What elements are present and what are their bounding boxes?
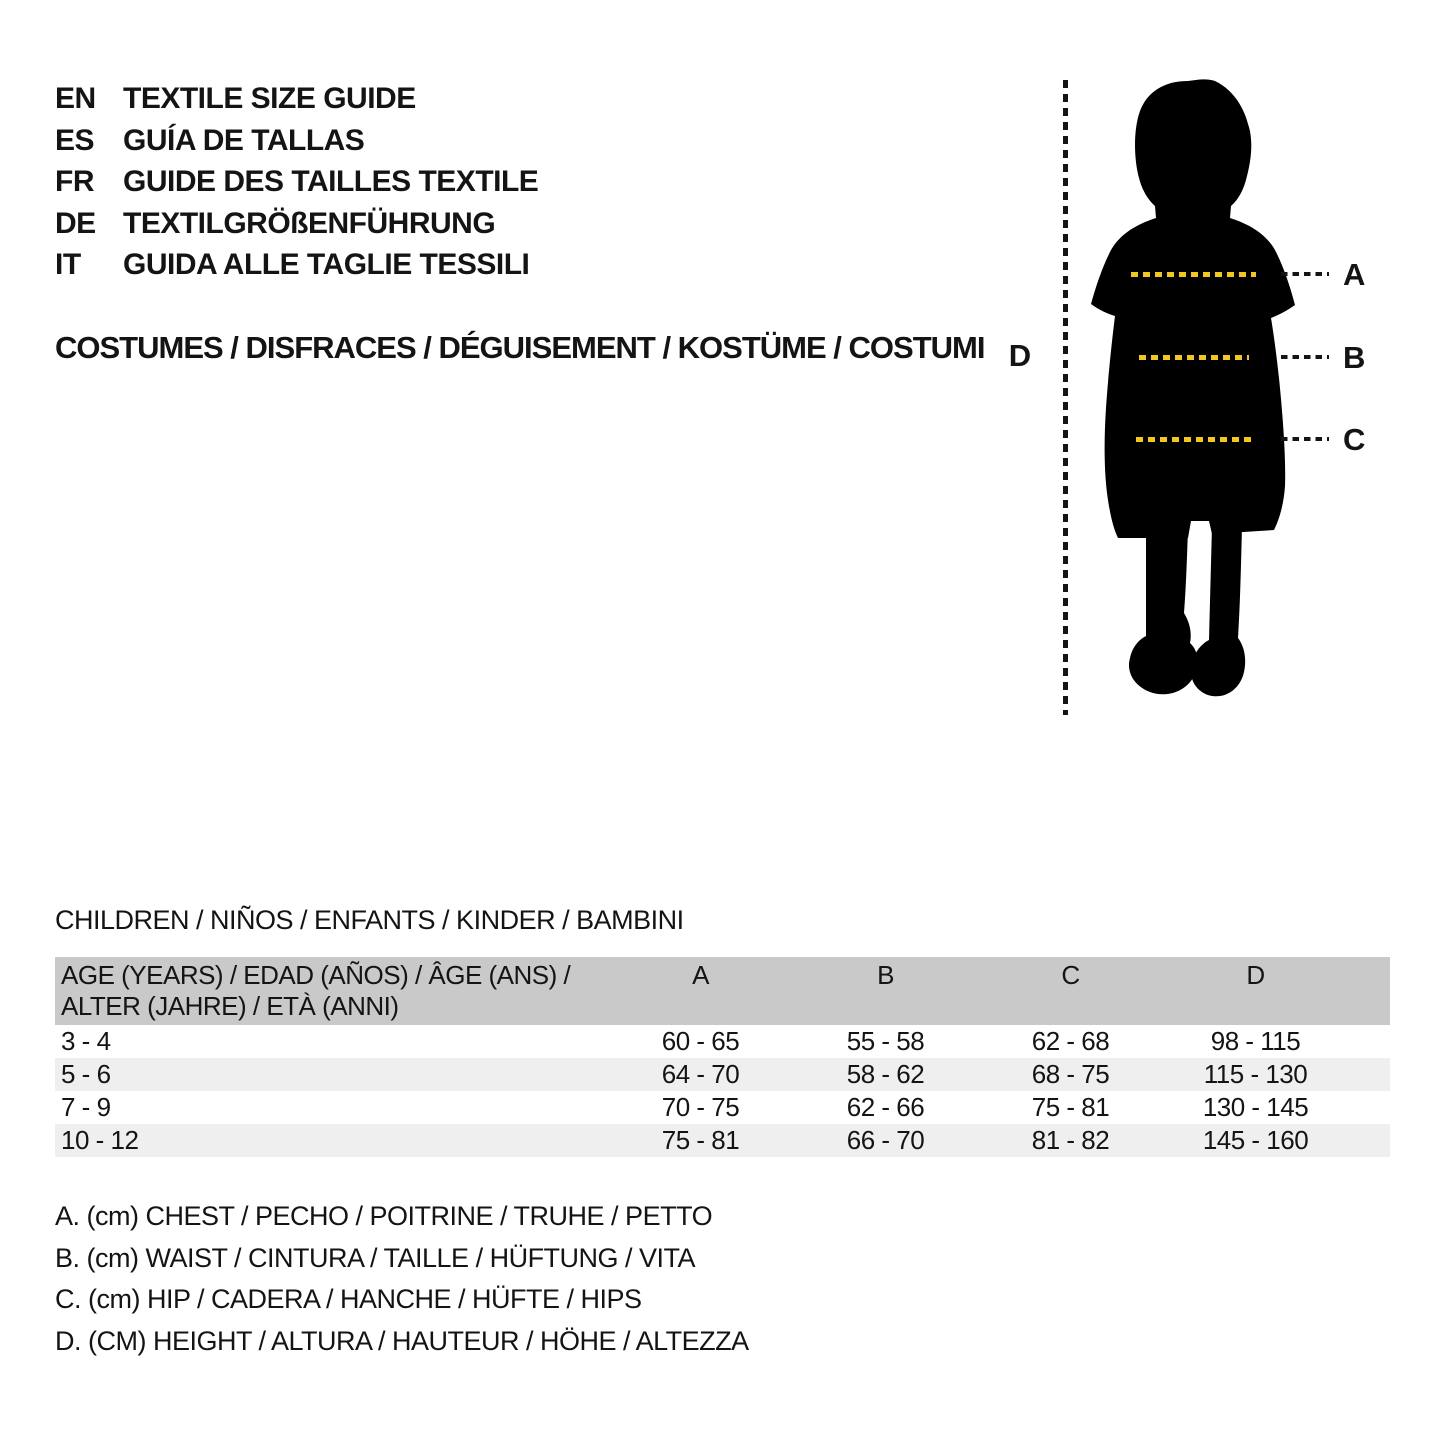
column-header-a: A (692, 960, 709, 990)
language-code: DE (55, 206, 96, 240)
waist-cell: 62 - 66 (846, 1092, 925, 1122)
size-table (55, 957, 1390, 1157)
hip-cell: 81 - 82 (1031, 1125, 1110, 1155)
age-cell: 7 - 9 (61, 1092, 111, 1122)
age-header-line1: AGE (YEARS) / EDAD (AÑOS) / ÂGE (ANS) / (61, 960, 571, 990)
age-column-header (55, 960, 608, 1022)
language-code: FR (55, 165, 94, 198)
hip-cell: 68 - 75 (1031, 1059, 1110, 1089)
legend-height: D. (CM) HEIGHT / ALTURA / HAUTEUR / HÖHE / ALTEZZA (55, 1325, 749, 1356)
height-cell: 115 - 130 (1203, 1059, 1308, 1089)
column-header-c: C (1061, 960, 1080, 990)
measure-label-c: C (1343, 422, 1366, 457)
children-section-title: CHILDREN / NIÑOS / ENFANTS / KINDER / BAMBINI (55, 905, 684, 935)
language-code: IT (55, 248, 81, 281)
chest-cell: 70 - 75 (661, 1092, 740, 1122)
guide-title-es: GUÍA DE TALLAS (123, 123, 365, 157)
hip-cell: 62 - 68 (1031, 1026, 1110, 1056)
height-cell: 98 - 115 (1210, 1026, 1301, 1056)
category-title: COSTUMES / DISFRACES / DÉGUISEMENT / KOSTÜME / COSTUMI (55, 330, 985, 365)
hip-connector-line (1281, 437, 1329, 441)
table-row (55, 1091, 1390, 1124)
waist-cell: 66 - 70 (846, 1125, 925, 1155)
child-silhouette (1088, 78, 1298, 716)
waist-dash-line (1139, 355, 1249, 360)
language-code: EN (55, 82, 96, 115)
chest-cell: 75 - 81 (661, 1125, 740, 1155)
table-row (55, 1025, 1390, 1058)
hip-dash-line (1136, 437, 1256, 442)
legend-hip: C. (cm) HIP / CADERA / HANCHE / HÜFTE / HIPS (55, 1284, 642, 1314)
measure-label-b: B (1343, 340, 1366, 375)
chest-connector-line (1281, 272, 1329, 276)
height-cell: 145 - 160 (1202, 1125, 1309, 1155)
chest-cell: 64 - 70 (661, 1059, 740, 1089)
age-cell: 3 - 4 (61, 1026, 111, 1056)
waist-cell: 55 - 58 (846, 1026, 925, 1056)
hip-cell: 75 - 81 (1031, 1092, 1110, 1122)
measure-label-a: A (1343, 257, 1366, 292)
size-table-header (55, 957, 1390, 1025)
legend-chest: A. (cm) CHEST / PECHO / POITRINE / TRUHE / PETTO (55, 1201, 713, 1231)
column-header-b: B (877, 960, 894, 990)
chest-dash-line (1131, 272, 1256, 277)
table-row (55, 1124, 1390, 1157)
measure-label-d: D (1008, 338, 1032, 373)
measurement-legend (55, 1196, 749, 1362)
age-cell: 10 - 12 (61, 1125, 139, 1155)
column-header-d: D (1246, 960, 1265, 990)
guide-title-de: TEXTILGRÖßENFÜHRUNG (123, 206, 496, 240)
height-dotted-line (1063, 80, 1068, 715)
age-header-line2: ALTER (JAHRE) / ETÀ (ANNI) (61, 991, 399, 1021)
language-code: ES (55, 123, 95, 157)
waist-connector-line (1281, 355, 1329, 359)
height-cell: 130 - 145 (1202, 1092, 1309, 1122)
guide-title-en: TEXTILE SIZE GUIDE (123, 82, 416, 115)
guide-title-it: GUIDA ALLE TAGLIE TESSILI (123, 248, 530, 281)
waist-cell: 58 - 62 (846, 1059, 925, 1089)
guide-title-fr: GUIDE DES TAILLES TEXTILE (123, 165, 539, 198)
chest-cell: 60 - 65 (661, 1026, 740, 1056)
table-row (55, 1058, 1390, 1091)
legend-waist: B. (cm) WAIST / CINTURA / TAILLE / HÜFTUNG / VITA (55, 1242, 696, 1273)
age-cell: 5 - 6 (61, 1059, 111, 1089)
